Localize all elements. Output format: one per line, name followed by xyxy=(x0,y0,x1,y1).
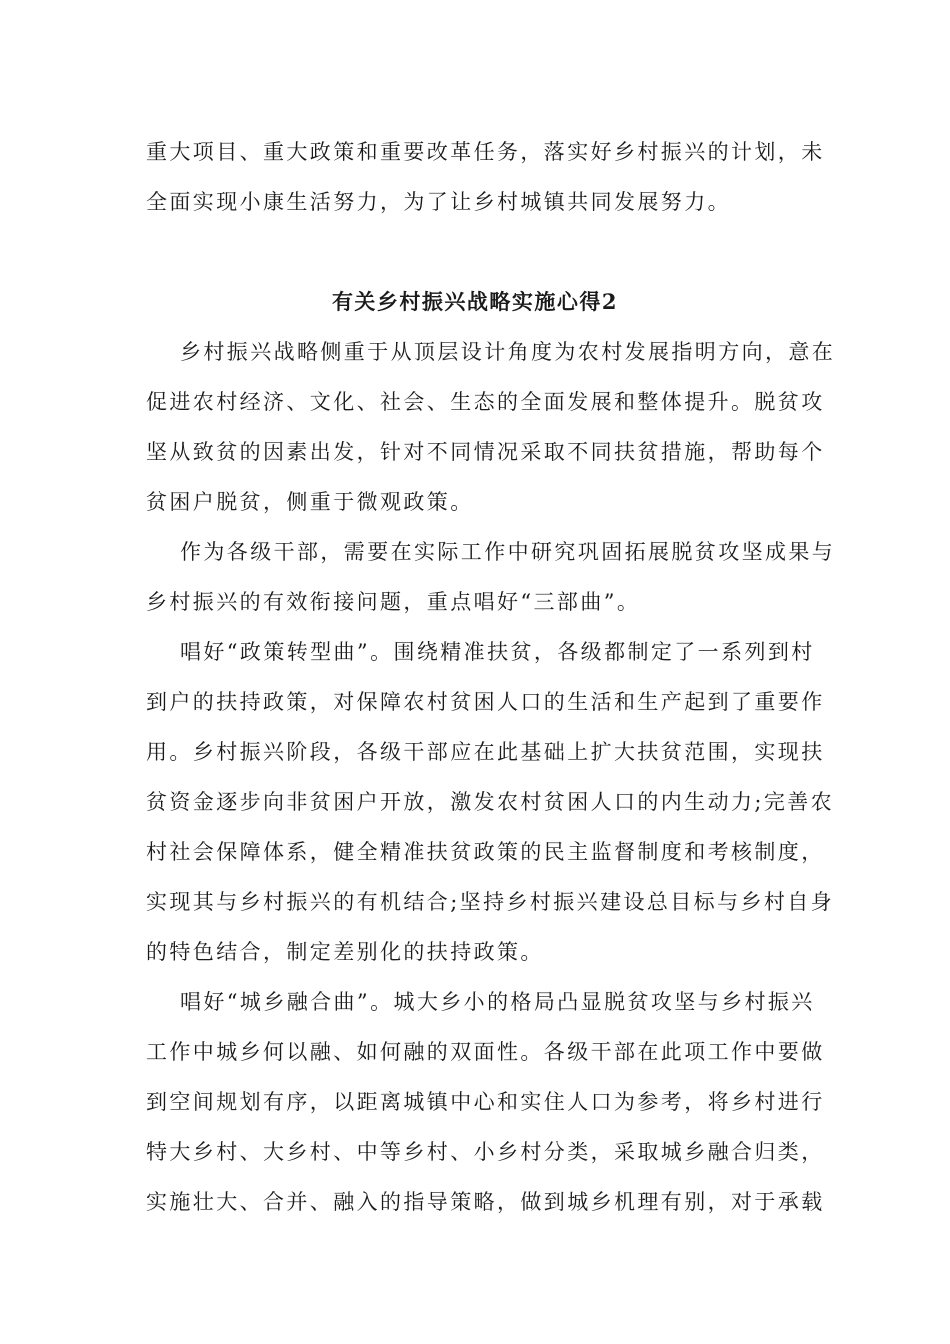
paragraph-line: 坚从致贫的因素出发，针对不同情况采取不同扶贫措施，帮助每个 xyxy=(146,440,825,464)
paragraph-line: 用。乡村振兴阶段，各级干部应在此基础上扩大扶贫范围，实现扶 xyxy=(146,740,825,764)
paragraph-line: 实施壮大、合并、融入的指导策略，做到城乡机理有别，对于承载 xyxy=(146,1190,825,1214)
section-title: 有关乡村振兴战略实施心得2 xyxy=(331,289,619,314)
continuation-line: 全面实现小康生活努力，为了让乡村城镇共同发展努力。 xyxy=(146,190,731,214)
paragraph-line: 贫资金逐步向非贫困户开放，激发农村贫困人口的内生动力;完善农 xyxy=(146,790,835,814)
paragraph-line: 到空间规划有序，以距离城镇中心和实住人口为参考，将乡村进行 xyxy=(146,1090,825,1114)
continuation-line: 重大项目、重大政策和重要改革任务，落实好乡村振兴的计划，未 xyxy=(146,140,825,164)
paragraph-line: 促进农村经济、文化、社会、生态的全面发展和整体提升。脱贫攻 xyxy=(146,390,825,414)
paragraph-line: 特大乡村、大乡村、中等乡村、小乡村分类，采取城乡融合归类， xyxy=(146,1140,825,1164)
paragraph-line: 工作中城乡何以融、如何融的双面性。各级干部在此项工作中要做 xyxy=(146,1040,825,1064)
paragraph-line: 乡村振兴的有效衔接问题，重点唱好“三部曲”。 xyxy=(146,590,641,614)
paragraph-line: 到户的扶持政策，对保障农村贫困人口的生活和生产起到了重要作 xyxy=(146,690,825,714)
paragraph-line: 作为各级干部，需要在实际工作中研究巩固拓展脱贫攻坚成果与 xyxy=(180,540,836,564)
paragraph-line: 贫困户脱贫，侧重于微观政策。 xyxy=(146,490,474,514)
paragraph-line: 村社会保障体系，健全精准扶贫政策的民主监督制度和考核制度， xyxy=(146,840,825,864)
paragraph-line: 实现其与乡村振兴的有机结合;坚持乡村振兴建设总目标与乡村自身 xyxy=(146,890,835,914)
paragraph-line: 唱好“政策转型曲”。围绕精准扶贫，各级都制定了一系列到村 xyxy=(180,640,815,664)
paragraph-line: 唱好“城乡融合曲”。城大乡小的格局凸显脱贫攻坚与乡村振兴 xyxy=(180,990,815,1014)
paragraph-line: 的特色结合，制定差别化的扶持政策。 xyxy=(146,940,544,964)
paragraph-line: 乡村振兴战略侧重于从顶层设计角度为农村发展指明方向，意在 xyxy=(180,340,836,364)
